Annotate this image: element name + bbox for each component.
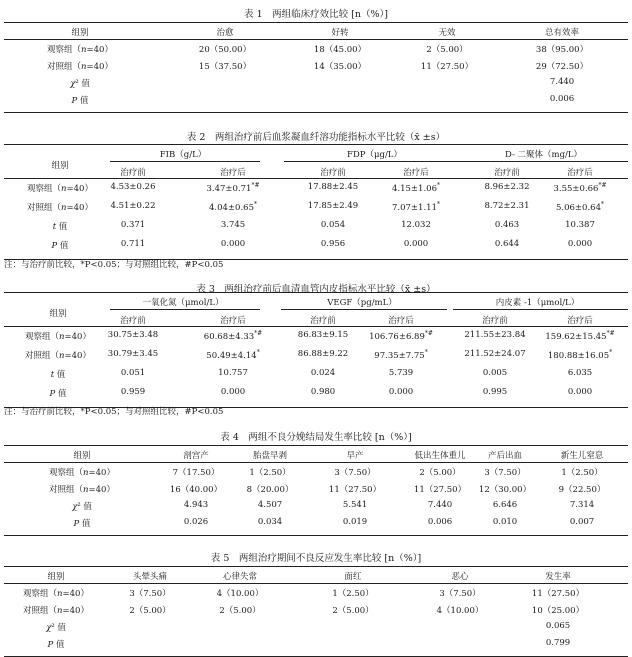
sub-header: 治疗后 xyxy=(567,316,593,326)
column-header: 早产 xyxy=(346,451,364,461)
table-cell: 18（45.00） xyxy=(313,45,367,55)
group-underline xyxy=(110,161,260,162)
table-cell: 0.959 xyxy=(120,387,146,397)
table-cell: 2（5.00） xyxy=(129,606,171,616)
table5-title: 表 5 两组治疗期间不良反应发生率比较 [n（%）] xyxy=(210,553,422,564)
table-rule xyxy=(4,566,628,567)
table-cell: 6.035 xyxy=(567,368,593,378)
table-cell: 3.745 xyxy=(220,220,246,230)
table4-title: 表 4 两组不良分娩结局发生率比较 [n（%）] xyxy=(220,432,412,443)
table-cell: 86.88±9.22 xyxy=(297,349,349,359)
row-label: 对照组（n=40） xyxy=(47,62,113,72)
table-cell: 0.034 xyxy=(257,517,283,527)
column-header: 发生率 xyxy=(545,572,571,582)
table-cell: 4（10.00） xyxy=(436,606,484,616)
column-header: 组别 xyxy=(47,572,65,582)
table3-title: 表 3 两组治疗前后血清血管内皮指标水平比较（x̄ ±s） xyxy=(196,284,436,295)
column-header: 新生儿窒息 xyxy=(560,451,604,461)
table-rule xyxy=(4,445,628,446)
table-cell: 0.000 xyxy=(567,387,593,397)
sub-header: 治疗前 xyxy=(120,316,146,326)
table-cell: 20（50.00） xyxy=(198,45,252,55)
table-cell: 0.711 xyxy=(120,239,146,249)
table-cell: 0.026 xyxy=(183,517,209,527)
table-cell: 5.739 xyxy=(388,368,414,378)
column-header: 产后出血 xyxy=(487,451,523,461)
group-underline xyxy=(455,161,628,162)
table-cell: 17.88±2.45 xyxy=(307,182,359,192)
header-rule xyxy=(4,583,628,584)
table-cell: 0.000 xyxy=(220,387,246,397)
table-cell: 211.55±23.84 xyxy=(464,330,526,340)
table1-title: 表 1 两组临床疗效比较 [n（%）] xyxy=(244,9,388,20)
table-cell: 11（27.50） xyxy=(328,485,382,495)
table-cell: 30.75±3.48 xyxy=(107,330,159,340)
group-header: VEGF（pg/mL） xyxy=(327,298,397,308)
table-cell: 0.007 xyxy=(569,517,595,527)
sub-header: 治疗后 xyxy=(388,316,414,326)
table-cell: 0.005 xyxy=(482,368,508,378)
table-cell: 12.032 xyxy=(401,220,431,230)
table-cell: 3（7.50） xyxy=(484,468,526,478)
table-cell: 50.49±4.14* xyxy=(206,349,260,361)
table-cell: 0.956 xyxy=(320,239,346,249)
column-header: 面红 xyxy=(344,572,362,582)
table-cell: 10（25.00） xyxy=(531,606,585,616)
table-cell: 4.15±1.06* xyxy=(392,182,440,194)
table-cell: 17.85±2.49 xyxy=(307,201,359,211)
group-underline xyxy=(281,309,447,310)
table-cell: 29（72.50） xyxy=(535,62,589,72)
table-cell: 211.52±24.07 xyxy=(464,349,526,359)
row-label: t 值 xyxy=(52,222,68,232)
group-header: 一氧化氮（μmol/L） xyxy=(142,298,224,308)
row-label: P 值 xyxy=(71,96,89,106)
table-cell: 106.76±6.89*# xyxy=(369,330,433,342)
table-cell: 1（2.50） xyxy=(332,589,374,599)
column-header: 好转 xyxy=(331,28,349,38)
table-cell: 8.72±2.31 xyxy=(484,201,530,211)
table-cell: 7.07±1.11* xyxy=(392,201,440,213)
sub-header: 治疗后 xyxy=(220,316,246,326)
table-cell: 0.000 xyxy=(388,387,414,397)
table-cell: 10.387 xyxy=(565,220,595,230)
row-label: χ² 值 xyxy=(46,623,66,633)
table-cell: 4（10.00） xyxy=(216,589,264,599)
column-header: 心律失常 xyxy=(222,572,258,582)
table-cell: 3（7.50） xyxy=(334,468,376,478)
row-label: 对照组（n=40） xyxy=(27,203,93,213)
table-cell: 180.88±16.05* xyxy=(547,349,613,361)
sub-header: 治疗后 xyxy=(403,168,429,178)
table-cell: 10.757 xyxy=(218,368,248,378)
column-header-group: 组别 xyxy=(51,161,69,171)
column-header: 剖宫产 xyxy=(183,451,209,461)
group-header: FIB（g/L） xyxy=(159,150,207,160)
column-header: 组别 xyxy=(73,451,91,461)
sub-header: 治疗后 xyxy=(220,168,246,178)
row-label: χ² 值 xyxy=(72,502,92,512)
table-cell: 3.55±0.66*# xyxy=(553,182,607,194)
group-header: 内皮素 -1（μmol/L） xyxy=(495,298,580,308)
table-cell: 6.646 xyxy=(492,500,518,510)
table-cell: 9（22.50） xyxy=(558,485,606,495)
row-label: 观察组（n=40） xyxy=(23,589,89,599)
table-cell: 1（2.50） xyxy=(561,468,603,478)
table-cell: 8（20.00） xyxy=(246,485,294,495)
row-label: P 值 xyxy=(47,640,65,650)
table-cell: 0.644 xyxy=(494,239,520,249)
table-cell: 0.000 xyxy=(220,239,246,249)
table-cell: 0.065 xyxy=(545,621,571,631)
table-cell: 0.006 xyxy=(549,94,575,104)
table-cell: 2（5.00） xyxy=(426,45,468,55)
table-cell: 0.000 xyxy=(567,239,593,249)
row-label: χ² 值 xyxy=(70,79,90,89)
table-cell: 8.96±2.32 xyxy=(484,182,530,192)
row-label: t 值 xyxy=(50,370,66,380)
row-label: P 值 xyxy=(51,241,69,251)
row-label: 观察组（n=40） xyxy=(25,332,91,342)
table-cell: 4.943 xyxy=(183,500,209,510)
row-label: 观察组（n=40） xyxy=(27,184,93,194)
table-cell: 4.53±0.26 xyxy=(110,182,156,192)
column-header: 胎盘早剥 xyxy=(252,451,288,461)
table-cell: 0.051 xyxy=(120,368,146,378)
column-header: 头晕头痛 xyxy=(132,572,168,582)
table-cell: 4.51±0.22 xyxy=(110,201,156,211)
table-cell: 0.000 xyxy=(403,239,429,249)
row-label: 观察组（n=40） xyxy=(49,468,115,478)
header-rule xyxy=(4,178,628,179)
row-label: P 值 xyxy=(73,519,91,529)
sub-header: 治疗前 xyxy=(310,316,336,326)
row-label: 对照组（n=40） xyxy=(23,606,89,616)
table-cell: 14（35.00） xyxy=(313,62,367,72)
table-cell: 86.83±9.15 xyxy=(297,330,349,340)
table-cell: 11（27.50） xyxy=(413,485,467,495)
table-cell: 12（30.00） xyxy=(478,485,532,495)
table-cell: 30.79±3.45 xyxy=(107,349,159,359)
table-cell: 3.47±0.71*# xyxy=(206,182,260,194)
row-label: P 值 xyxy=(49,389,67,399)
table-cell: 0.995 xyxy=(482,387,508,397)
column-header: 治愈 xyxy=(216,28,234,38)
table-cell: 4.04±0.65* xyxy=(209,201,257,213)
column-header: 无效 xyxy=(438,28,456,38)
table-cell: 7.440 xyxy=(427,500,453,510)
sub-header: 治疗前 xyxy=(120,168,146,178)
table-cell: 0.024 xyxy=(310,368,336,378)
table-cell: 38（95.00） xyxy=(535,45,589,55)
table-cell: 2（5.00） xyxy=(332,606,374,616)
table-cell: 16（40.00） xyxy=(169,485,223,495)
table-rule xyxy=(4,22,628,23)
group-underline xyxy=(453,309,628,310)
table-cell: 0.054 xyxy=(320,220,346,230)
table-rule xyxy=(4,112,628,113)
table-cell: 0.463 xyxy=(494,220,520,230)
table-cell: 11（27.50） xyxy=(420,62,474,72)
table-cell: 5.06±0.64* xyxy=(556,201,604,213)
table-cell: 7（17.50） xyxy=(172,468,220,478)
column-header: 总有效率 xyxy=(544,28,580,38)
sub-header: 治疗前 xyxy=(482,316,508,326)
group-underline xyxy=(110,309,260,310)
sub-header: 治疗后 xyxy=(567,168,593,178)
table-cell: 2（5.00） xyxy=(219,606,261,616)
table-cell: 11（27.50） xyxy=(531,589,585,599)
row-label: 对照组（n=40） xyxy=(49,485,115,495)
table-cell: 0.010 xyxy=(492,517,518,527)
table-cell: 2（5.00） xyxy=(419,468,461,478)
column-header: 组别 xyxy=(71,28,89,38)
table-cell: 15（37.50） xyxy=(198,62,252,72)
table-cell: 3（7.50） xyxy=(129,589,171,599)
table-cell: 97.35±7.75* xyxy=(374,349,428,361)
table-cell: 0.019 xyxy=(342,517,368,527)
column-header-group: 组别 xyxy=(49,309,67,319)
sub-header: 治疗前 xyxy=(320,168,346,178)
column-header: 恶心 xyxy=(451,572,469,582)
table-rule xyxy=(4,144,628,145)
group-header: FDP（μg/L） xyxy=(347,150,402,160)
table-rule xyxy=(4,535,628,536)
table-cell: 0.980 xyxy=(310,387,336,397)
group-header: D- 二聚体（mg/L） xyxy=(504,150,583,160)
table-cell: 0.799 xyxy=(545,638,571,648)
table-rule xyxy=(4,292,628,293)
table-cell: 1（2.50） xyxy=(249,468,291,478)
table2-title: 表 2 两组治疗前后血浆凝血纤溶功能指标水平比较（x̄ ±s） xyxy=(186,132,446,143)
table-cell: 4.507 xyxy=(257,500,283,510)
table-cell: 5.541 xyxy=(342,500,368,510)
table-cell: 0.006 xyxy=(427,517,453,527)
table-cell: 3（7.50） xyxy=(439,589,481,599)
row-label: 对照组（n=40） xyxy=(25,351,91,361)
header-rule xyxy=(4,326,628,327)
header-rule xyxy=(4,462,628,463)
row-label: 观察组（n=40） xyxy=(47,45,113,55)
header-rule xyxy=(4,39,628,40)
table2-note: 注：与治疗前比较，*P<0.05；与对照组比较，#P<0.05 xyxy=(4,260,224,270)
group-underline xyxy=(284,161,456,162)
table3-note: 注：与治疗前比较，*P<0.05；与对照组比较，#P<0.05 xyxy=(4,407,224,417)
table-cell: 7.440 xyxy=(549,77,575,87)
table-cell: 7.314 xyxy=(569,500,595,510)
table-cell: 0.371 xyxy=(120,220,146,230)
sub-header: 治疗前 xyxy=(494,168,520,178)
column-header: 低出生体重儿 xyxy=(414,451,466,461)
table-cell: 60.68±4.33*# xyxy=(203,330,263,342)
table-cell: 159.62±15.45*# xyxy=(545,330,615,342)
